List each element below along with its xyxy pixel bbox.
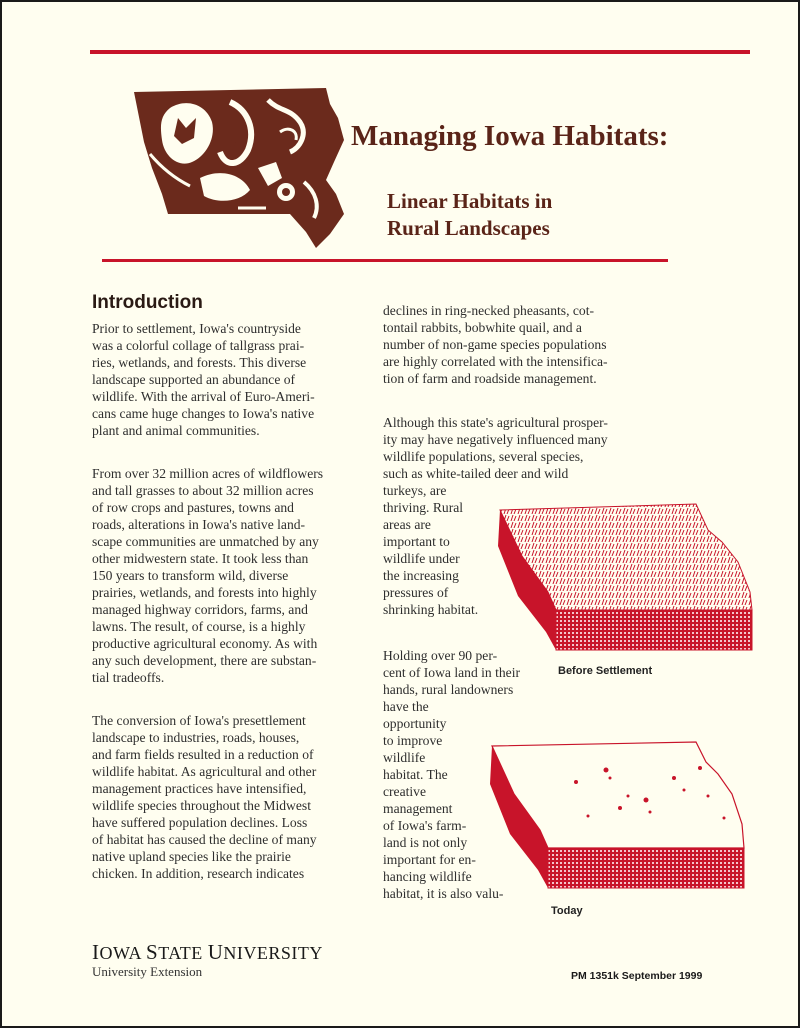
text-line: plant and animal communities.: [92, 423, 260, 438]
text-line: cans came huge changes to Iowa's native: [92, 406, 315, 421]
text-line: have suffered population declines. Loss: [92, 815, 308, 830]
text-line: prairies, wetlands, and forests into highly: [92, 585, 317, 600]
text-line: hands, rural landowners: [383, 682, 514, 697]
subtitle-line: Rural Landscapes: [387, 216, 550, 240]
text-line: scape communities are unmatched by any: [92, 534, 319, 549]
text-line: The conversion of Iowa's presettlement: [92, 713, 306, 728]
text-line: declines in ring-necked pheasants, cot-: [383, 303, 595, 318]
text-line: creative: [383, 784, 427, 799]
text-line: turkeys, are: [383, 483, 447, 498]
text-line: Holding over 90 per-: [383, 648, 498, 663]
text-line: land is not only: [383, 835, 468, 850]
text-line: lawns. The result, of course, is a highly: [92, 619, 306, 634]
text-line: native upland species like the prairie: [92, 849, 291, 864]
text-line: Although this state's agricultural prosper-: [383, 415, 608, 430]
text-line: are highly correlated with the intensifica-: [383, 354, 608, 369]
text-line: 150 years to transform wild, diverse: [92, 568, 289, 583]
text-line: Prior to settlement, Iowa's countryside: [92, 321, 301, 336]
today-caption: Today: [551, 905, 583, 917]
document-title: Managing Iowa Habitats:: [351, 120, 669, 152]
text-line: management practices have intensified,: [92, 781, 307, 796]
university-name-part: NIVERSITY: [223, 943, 323, 963]
university-name-part: TATE: [158, 943, 208, 963]
university-name-letter: I: [92, 940, 100, 964]
text-line: was a colorful collage of tallgrass prai-: [92, 338, 305, 353]
text-line: management: [383, 801, 453, 816]
text-line: the increasing: [383, 568, 459, 583]
text-line: tial tradeoffs.: [92, 670, 165, 685]
text-line: shrinking habitat.: [383, 602, 479, 617]
top-red-rule: [90, 50, 750, 54]
text-line: habitat, it is also valu-: [383, 886, 504, 901]
text-line: opportunity: [383, 716, 447, 731]
text-line: other midwestern state. It took less than: [92, 551, 309, 566]
university-name-part: OWA: [99, 943, 146, 963]
text-line: of row crops and pastures, towns and: [92, 500, 294, 515]
text-line: managed highway corridors, farms, and: [92, 602, 308, 617]
text-line: hancing wildlife: [383, 869, 472, 884]
document-subtitle: [387, 188, 552, 242]
text-line: roads, alterations in Iowa's native land-: [92, 517, 306, 532]
text-line: habitat. The: [383, 767, 448, 782]
text-line: areas are: [383, 517, 431, 532]
text-line: landscape to industries, roads, houses,: [92, 730, 300, 745]
today-illustration: [488, 738, 752, 902]
section-heading: Introduction: [92, 292, 203, 313]
text-line: of habitat has caused the decline of many: [92, 832, 317, 847]
text-line: wildlife under: [383, 551, 460, 566]
text-line: wildlife: [383, 750, 426, 765]
university-extension-label: University Extension: [92, 964, 203, 979]
text-line: tontail rabbits, bobwhite quail, and a: [383, 320, 582, 335]
text-line: wildlife populations, several species,: [383, 449, 584, 464]
subtitle-line: Linear Habitats in: [387, 189, 553, 213]
text-line: and farm fields resulted in a reduction of: [92, 747, 314, 762]
university-name: [92, 940, 323, 965]
text-line: such as white-tailed deer and wild: [383, 466, 569, 481]
text-line: productive agricultural economy. As with: [92, 636, 318, 651]
publication-info: PM 1351k September 1999: [571, 970, 703, 982]
text-line: tion of farm and roadside management.: [383, 371, 597, 386]
text-line: cent of Iowa land in their: [383, 665, 521, 680]
text-line: number of non-game species populations: [383, 337, 607, 352]
text-line: have the: [383, 699, 429, 714]
text-line: important for en-: [383, 852, 476, 867]
text-line: From over 32 million acres of wildflowers: [92, 466, 324, 481]
text-line: important to: [383, 534, 450, 549]
middle-red-rule: [102, 259, 668, 262]
text-line: thriving. Rural: [383, 500, 464, 515]
text-line: wildlife species throughout the Midwest: [92, 798, 311, 813]
text-line: wildlife habitat. As agricultural and other: [92, 764, 317, 779]
text-line: chicken. In addition, research indicates: [92, 866, 305, 881]
text-line: to improve: [383, 733, 443, 748]
text-line: of Iowa's farm-: [383, 818, 467, 833]
before-settlement-illustration: [496, 500, 760, 664]
text-line: pressures of: [383, 585, 449, 600]
text-line: ries, wetlands, and forests. This diverse: [92, 355, 307, 370]
university-name-letter: S: [146, 940, 159, 964]
iowa-wildlife-logo-icon: [130, 82, 352, 250]
before-settlement-caption: Before Settlement: [558, 665, 653, 677]
text-line: and tall grasses to about 32 million acres: [92, 483, 314, 498]
university-name-letter: U: [207, 940, 224, 964]
text-line: wildlife. With the arrival of Euro-Ameri-: [92, 389, 315, 404]
text-line: any such development, there are substan-: [92, 653, 317, 668]
text-line: landscape supported an abundance of: [92, 372, 296, 387]
text-line: ity may have negatively influenced many: [383, 432, 608, 447]
